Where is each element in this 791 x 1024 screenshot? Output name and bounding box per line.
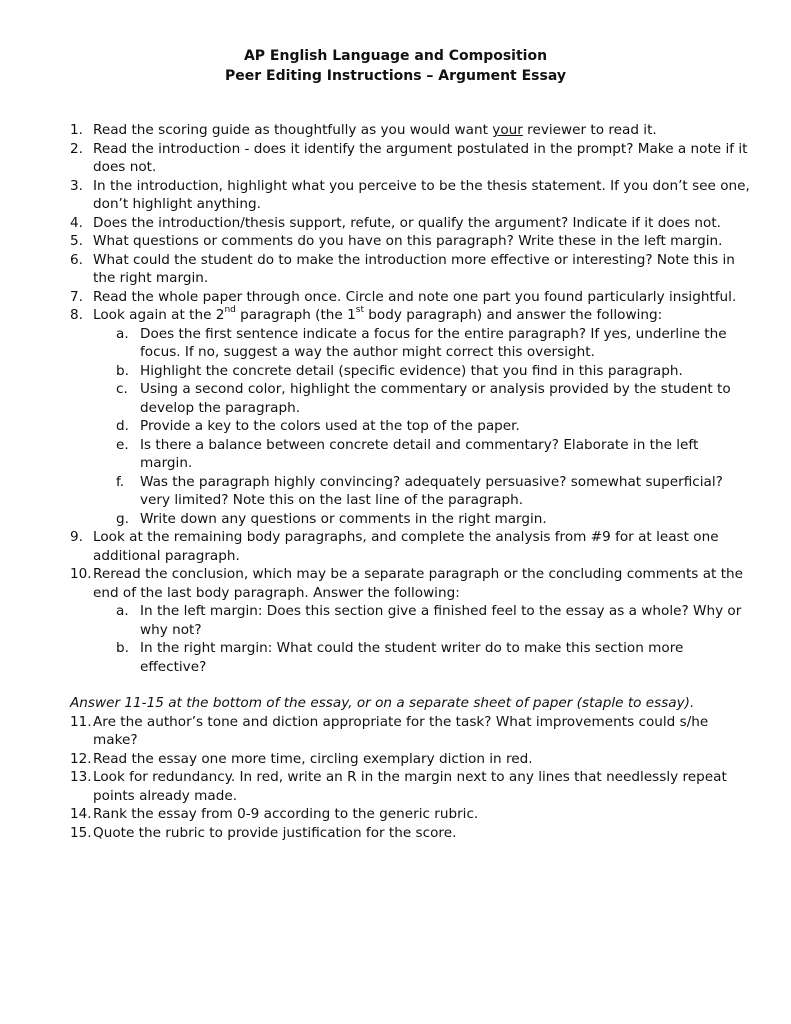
sub-list-item: d. Provide a key to the colors used at the top of the paper.	[116, 418, 520, 434]
sub-list-item: b. In the right margin: What could the student writer do to make this section more effective?	[116, 640, 684, 675]
list-item: 2. Read the introduction - does it identify the argument postulated in the prompt? Make a note if it does not.	[70, 140, 748, 175]
list-item: 3. In the introduction, highlight what you perceive to be the thesis statement. If you don’t see one, don’t highlight anything.	[70, 177, 750, 212]
sub-list-item: c. Using a second color, highlight the commentary or analysis provided by the student to develop the paragraph.	[116, 381, 731, 416]
course-title: AP English Language and Composition	[243, 48, 548, 64]
list-item: 13. Look for redundancy. In red, write an R in the margin next to any lines that needlessly repeat points already made.	[70, 769, 727, 804]
list-item: 9. Look at the remaining body paragraphs, and complete the analysis from #9 for at least one additional paragraph.	[70, 529, 719, 564]
list-item: 1. Read the scoring guide as thoughtfully as you would want your reviewer to read it.	[70, 122, 657, 138]
list-item: 8. Look again at the 2nd paragraph (the 1st body paragraph) and answer the following:	[70, 305, 663, 323]
sub-list-item: a. In the left margin: Does this section give a finished feel to the essay as a whole? Why or why not?	[116, 603, 742, 638]
list-item: 10. Reread the conclusion, which may be a separate paragraph or the concluding comments at the end of the last body paragraph. Answer the following:	[70, 566, 743, 601]
section-note: Answer 11-15 at the bottom of the essay, or on a separate sheet of paper (staple to essay).	[70, 695, 695, 711]
list-item: 11. Are the author’s tone and diction appropriate for the task? What improvements could s/he make?	[70, 713, 709, 748]
list-item: 15. Quote the rubric to provide justification for the score.	[70, 824, 457, 841]
sub-list-item: f. Was the paragraph highly convincing? adequately persuasive? somewhat superficial? very limited? Note this on the last line of the paragraph.	[116, 473, 723, 508]
list-item: 12. Read the essay one more time, circling exemplary diction in red.	[70, 750, 533, 767]
sub-list-item: a. Does the first sentence indicate a focus for the entire paragraph? If yes, underline the focus. If no, suggest a way the author might correct this oversight.	[116, 325, 727, 360]
list-item: 14. Rank the essay from 0-9 according to the generic rubric.	[70, 806, 479, 822]
list-item: 6. What could the student do to make the introduction more effective or interesting? Note this in the right margin.	[70, 251, 735, 286]
sub-list-item: b. Highlight the concrete detail (specific evidence) that you find in this paragraph.	[116, 362, 683, 379]
sub-list-item: e. Is there a balance between concrete detail and commentary? Elaborate in the left margin.	[116, 436, 699, 471]
list-item: 5. What questions or comments do you have on this paragraph? Write these in the left margin.	[70, 233, 723, 249]
emphasis-your: your	[492, 122, 523, 138]
document-title	[0, 47, 791, 86]
list-item: 7. Read the whole paper through once. Circle and note one part you found particularly insightful.	[70, 288, 737, 305]
sub-list-item: g. Write down any questions or comments in the right margin.	[116, 510, 547, 527]
instructions-title: Peer Editing Instructions – Argument Essay	[224, 67, 566, 84]
list-item: 4. Does the introduction/thesis support, refute, or qualify the argument? Indicate if it does not.	[70, 214, 722, 231]
instruction-list	[70, 121, 750, 842]
